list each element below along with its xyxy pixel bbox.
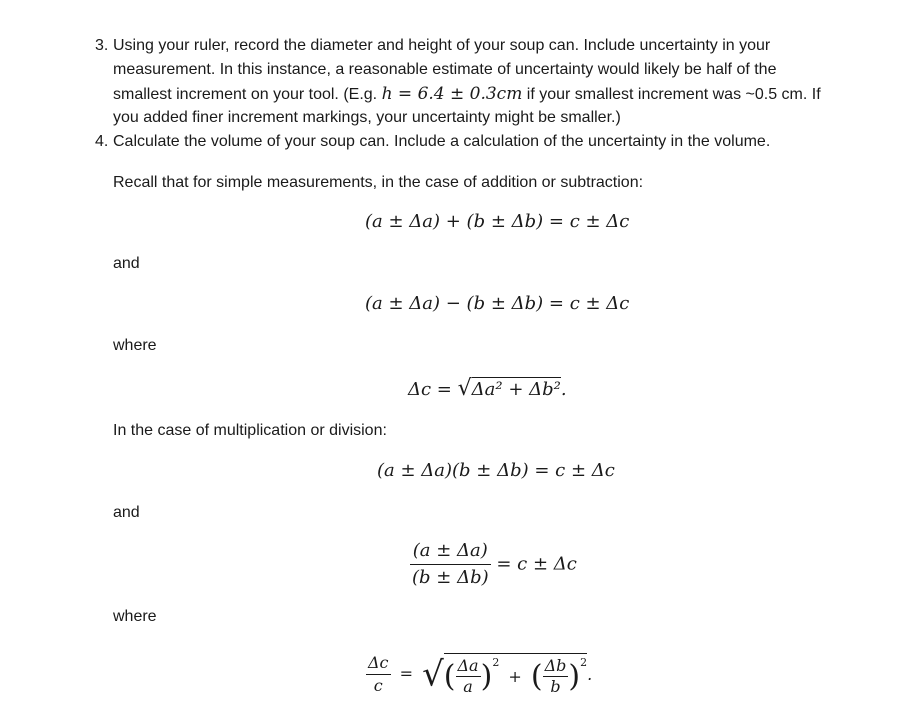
rel-equals: = (399, 664, 414, 683)
rel-b-exponent: 2 (580, 655, 588, 669)
rel-paren-close-b: ) (568, 658, 581, 694)
rel-a-fraction (456, 656, 481, 697)
quadrature-radicand: Δa² + Δb² (471, 379, 561, 400)
and-label-1: and (113, 255, 140, 272)
addition-equation: (a ± Δa) + (b ± Δb) = c ± Δc (365, 211, 630, 232)
rel-a-exponent: 2 (492, 655, 500, 669)
rel-radicand (444, 653, 587, 697)
rel-b-fraction (543, 656, 569, 697)
rel-b-denominator: b (550, 676, 561, 696)
item-3-line-3 (113, 82, 821, 107)
quadrature-lhs: Δc = (408, 379, 452, 400)
subtraction-equation: (a ± Δa) − (b ± Δb) = c ± Δc (365, 293, 630, 314)
division-rhs: = c ± Δc (496, 553, 577, 575)
where-label-2: where (113, 608, 157, 625)
item-3-line-3-pre: smallest increment on your tool. (E.g. (113, 86, 382, 103)
quadrature-end: . (560, 379, 567, 400)
rel-a-numerator: Δa (457, 655, 479, 675)
rel-end: . (587, 665, 593, 684)
rel-lhs-numerator: Δc (366, 652, 391, 675)
relative-uncertainty-equation (366, 652, 592, 697)
rel-plus: + (508, 666, 522, 686)
item-3-line-3-post: if your smallest increment was ~0.5 cm. If (522, 86, 821, 103)
and-label-2: and (113, 504, 140, 521)
example-measurement-math: h = 6.4 ± 0.3cm (381, 84, 523, 104)
division-fraction (410, 538, 491, 591)
division-numerator: (a ± Δa) (410, 538, 491, 565)
multiplication-equation: (a ± Δa)(b ± Δb) = c ± Δc (377, 460, 615, 481)
rel-paren-open-a: ( (443, 658, 456, 694)
item-4-number: 4. (95, 133, 109, 150)
item-3-line-1: Using your ruler, record the diameter and height of your soup can. Include uncertainty in your (113, 37, 771, 54)
rel-b-numerator: Δb (544, 655, 567, 675)
multiplication-intro: In the case of multiplication or division: (113, 422, 387, 439)
item-3-number: 3. (95, 37, 109, 54)
item-3-line-4: you added finer increment markings, your uncertainty might be smaller.) (113, 109, 621, 126)
item-3-line-2: measurement. In this instance, a reasonable estimate of uncertainty would likely be half of the (113, 61, 777, 78)
rel-paren-open-b: ( (530, 658, 543, 694)
rel-lhs-denominator: c (373, 676, 383, 695)
sqrt-symbol: √ (457, 376, 472, 401)
rel-sqrt-symbol: √ (422, 654, 444, 695)
rel-a-denominator: a (463, 676, 473, 696)
item-4-line-1: Calculate the volume of your soup can. Include a calculation of the uncertainty in the volume. (113, 133, 771, 150)
division-equation (410, 538, 577, 591)
rel-lhs-fraction (366, 652, 391, 697)
rel-paren-close-a: ) (480, 658, 493, 694)
where-label-1: where (113, 337, 157, 354)
division-denominator: (b ± Δb) (412, 567, 489, 588)
quadrature-equation (408, 376, 567, 401)
recall-text: Recall that for simple measurements, in the case of addition or subtraction: (113, 174, 644, 191)
